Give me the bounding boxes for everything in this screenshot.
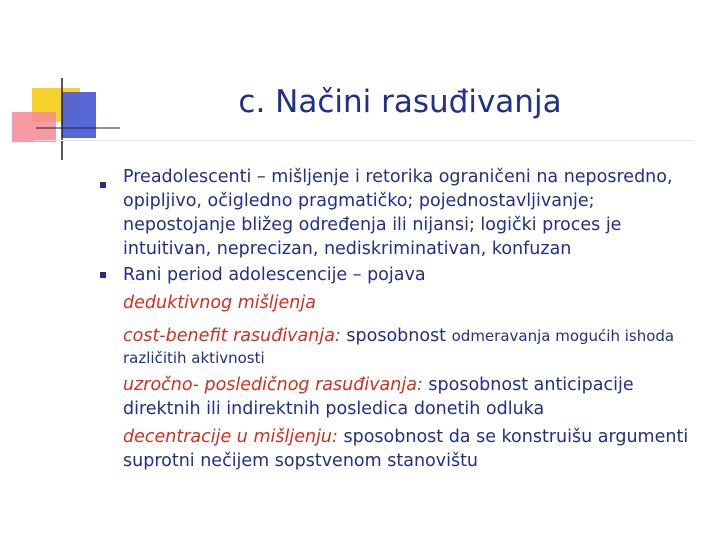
item-uzrocno xyxy=(123,373,634,397)
bullet-rani-period xyxy=(123,263,426,287)
bullet-marker xyxy=(100,272,106,278)
item-rest: sposobnost xyxy=(340,326,452,346)
item-line2: direktnih ili indirektnih posledica donetih odluka xyxy=(123,399,545,419)
item-line2: različitih aktivnosti xyxy=(123,349,265,367)
item-term: uzročno- posledičnog rasuđivanja: xyxy=(123,375,423,395)
item-rest: sposobnost anticipacije xyxy=(422,375,634,395)
deco-red-square xyxy=(12,112,56,142)
bullet-line: nepostojanje bližeg određenja ili nijansi; logički proces je xyxy=(123,215,622,235)
bullet-label: Preadolescenti xyxy=(123,167,252,187)
item-decentracije xyxy=(123,425,688,449)
bullet-preadolescenti xyxy=(123,165,673,189)
bullet-text: – pojava xyxy=(347,265,426,285)
bullet-marker xyxy=(100,182,106,188)
bullet-line: intuitivan, neprecizan, nediskriminativan, konfuzan xyxy=(123,239,572,259)
item-term: decentracije u mišljenju: xyxy=(123,427,338,447)
slide-title: c. Načini rasuđivanja xyxy=(238,84,562,120)
decorative-corner-graphic xyxy=(0,0,120,170)
item-rest: sposobnost da se konstruišu argumenti xyxy=(337,427,689,447)
bullet-text: – mišljenje i retorika ograničeni na neposredno, xyxy=(251,167,673,187)
bullet-line: opipljivo, očigledno pragmatičko; pojednostavljivanje; xyxy=(123,191,595,211)
deco-blue-square xyxy=(62,92,96,138)
item-deduktivnog: deduktivnog mišljenja xyxy=(123,293,316,313)
item-cost-benefit xyxy=(123,324,674,348)
bullet-label: Rani period adolescencije xyxy=(123,265,348,285)
title-divider xyxy=(34,140,694,141)
item-term: cost-benefit rasuđivanja: xyxy=(123,326,341,346)
item-line2: suprotni nečijem sopstvenom stanovištu xyxy=(123,451,479,471)
item-rest-small: odmeravanja mogućih ishoda xyxy=(451,327,675,345)
